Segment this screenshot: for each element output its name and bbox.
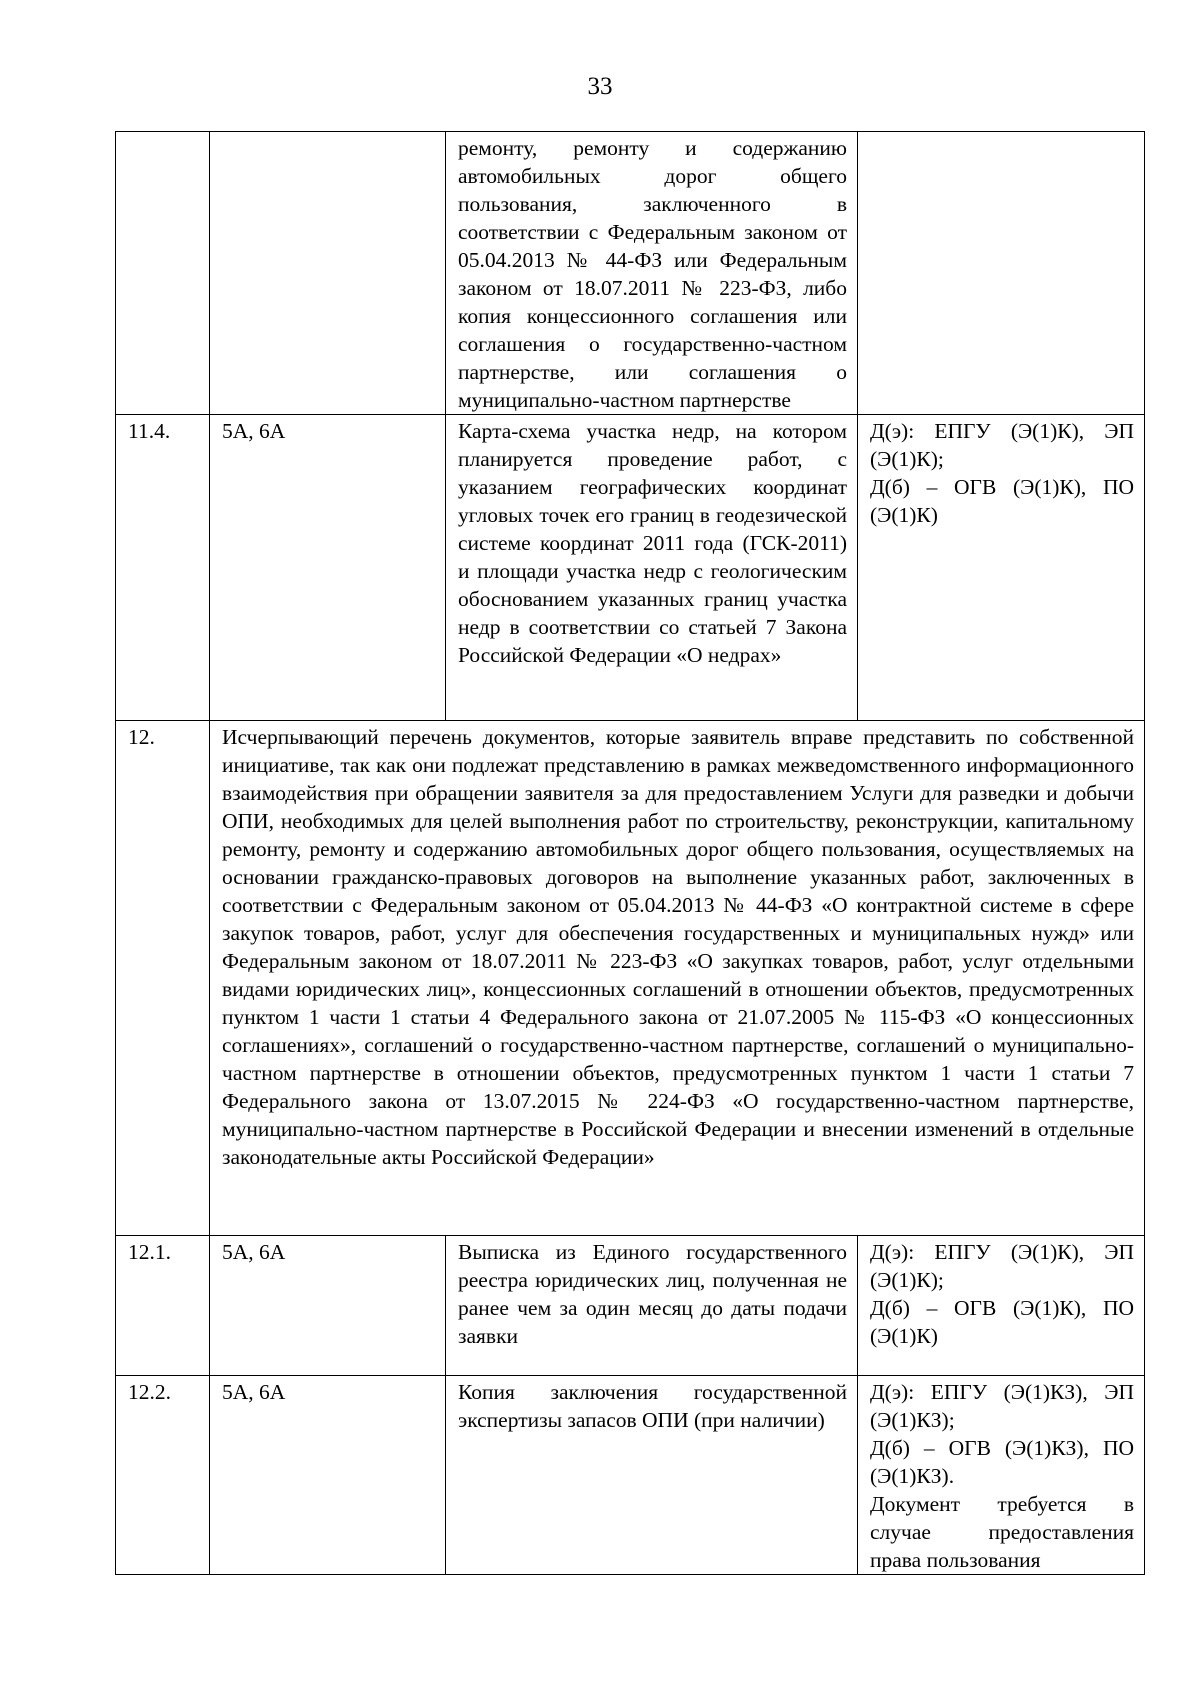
- source-line: Д(э): ЕПГУ (Э(1)КЗ), ЭП (Э(1)КЗ);: [870, 1380, 1134, 1432]
- row-number: 11.4.: [116, 415, 210, 721]
- source-line: Д(б) – ОГВ (Э(1)К), ПО (Э(1)К): [870, 475, 1134, 527]
- table-row: [116, 132, 1145, 415]
- row-code: 5А, 6А: [210, 1236, 446, 1376]
- source-line: Д(б) – ОГВ (Э(1)КЗ), ПО (Э(1)КЗ).: [870, 1436, 1134, 1488]
- source-line: Д(э): ЕПГУ (Э(1)К), ЭП (Э(1)К);: [870, 419, 1134, 471]
- page-number: 33: [587, 73, 613, 100]
- row-number: 12.1.: [116, 1236, 210, 1376]
- source-line: Д(э): ЕПГУ (Э(1)К), ЭП (Э(1)К);: [870, 1240, 1134, 1292]
- row-source: [858, 415, 1145, 721]
- section-number: 12.: [116, 721, 210, 1236]
- row-source: [858, 1236, 1145, 1376]
- row-number: 12.2.: [116, 1376, 210, 1575]
- table-row: [116, 1236, 1145, 1376]
- row-document: ремонту, ремонту и содержанию автомобильных дорог общего пользования, заключенного в соответствии с Федеральным законом от 05.04.2013 № 44-ФЗ или Федеральным законом от 18.07.2011 № 223-ФЗ, либо копия концессионного соглашения или соглашения о государственно-частном партнерстве, или соглашения о муниципально-частном партнерстве: [446, 132, 858, 415]
- row-code: [210, 132, 446, 415]
- row-number: [116, 132, 210, 415]
- table-row: [116, 415, 1145, 721]
- row-document: Выписка из Единого государственного реестра юридических лиц, полученная не ранее чем за один месяц до даты подачи заявки: [446, 1236, 858, 1376]
- source-line: Документ требуется в случае предоставления права пользования: [870, 1492, 1134, 1572]
- table-row: [116, 1376, 1145, 1575]
- row-source: [858, 132, 1145, 415]
- section-text: Исчерпывающий перечень документов, которые заявитель вправе представить по собственной инициативе, так как они подлежат представлению в рамках межведомственного информационного взаимодействия при обращении заявителя за для предоставлением Услуги для разведки и добычи ОПИ, необходимых для целей выполнения работ по строительству, реконструкции, капитальному ремонту, ремонту и содержанию автомобильных дорог общего пользования, осуществляемых на основании гражданско-правовых договоров на выполнение указанных работ, заключенных в соответствии с Федеральным законом от 05.04.2013 № 44-ФЗ «О контрактной системе в сфере закупок товаров, работ, услуг для обеспечения государственных и муниципальных нужд» или Федеральным законом от 18.07.2011 № 223-ФЗ «О закупках товаров, работ, услуг отдельными видами юридических лиц», концессионных соглашений в отношении объектов, предусмотренных пунктом 1 части 1 статьи 4 Федерального закона от 21.07.2005 № 115-ФЗ «О концессионных соглашениях», соглашений о государственно-частном партнерстве, соглашений о муниципально-частном партнерстве в отношении объектов, предусмотренных пунктом 1 части 1 статьи 7 Федерального закона от 13.07.2015 № 224-ФЗ «О государственно-частном партнерстве, муниципально-частном партнерстве в Российской Федерации и внесении изменений в отдельные законодательные акты Российской Федерации»: [210, 721, 1145, 1236]
- row-code: 5А, 6А: [210, 1376, 446, 1575]
- row-document: Карта-схема участка недр, на котором планируется проведение работ, с указанием географических координат угловых точек его границ в геодезической системе координат 2011 года (ГСК-2011) и площади участка недр с геологическим обоснованием указанных границ участка недр в соответствии со статьей 7 Закона Российской Федерации «О недрах»: [446, 415, 858, 721]
- row-source: [858, 1376, 1145, 1575]
- source-line: Д(б) – ОГВ (Э(1)К), ПО (Э(1)К): [870, 1296, 1134, 1348]
- section-row: [116, 721, 1145, 1236]
- row-document: Копия заключения государственной экспертизы запасов ОПИ (при наличии): [446, 1376, 858, 1575]
- documents-table: [115, 131, 1145, 1575]
- row-code: 5А, 6А: [210, 415, 446, 721]
